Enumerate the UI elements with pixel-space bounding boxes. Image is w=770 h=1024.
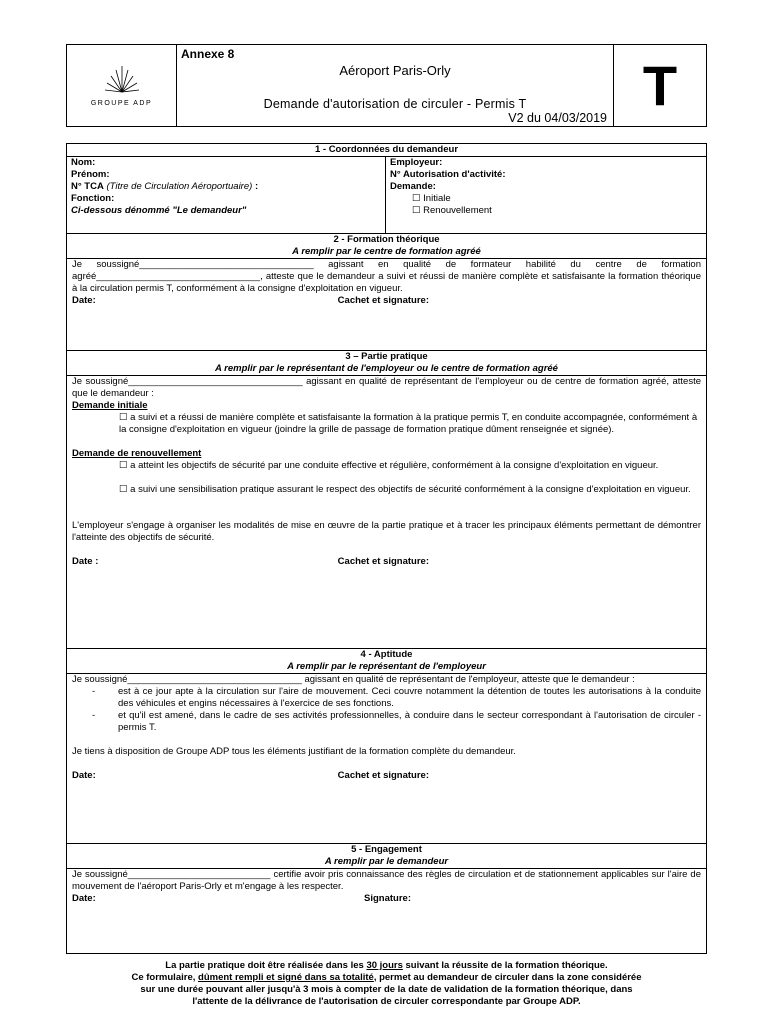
- demande-initiale-heading: Demande initiale: [72, 400, 148, 411]
- footer-text: suivant la réussite de la formation théorique.: [402, 960, 608, 971]
- section-4-header: [67, 649, 706, 674]
- initiale-checkbox[interactable]: ☐ Initiale: [412, 193, 451, 204]
- section-5-header: [67, 844, 706, 869]
- title-block: [177, 45, 614, 126]
- section-2-title: 2 - Formation théorique: [333, 234, 440, 245]
- demande-label: Demande:: [390, 181, 436, 192]
- section-engagement: [67, 844, 706, 953]
- section-5-subtitle: A remplir par le demandeur: [324, 856, 449, 867]
- date-field[interactable]: Date:: [72, 770, 96, 781]
- cachet-signature-field[interactable]: Cachet et signature:: [337, 770, 429, 781]
- bullet-dash: -: [92, 710, 96, 721]
- airport-name: Aéroport Paris-Orly: [339, 63, 451, 78]
- footer-text: La partie pratique doit être réalisée dans les: [165, 960, 367, 971]
- footer-deadline: 30 jours: [366, 960, 403, 971]
- footer-text: Ce formulaire,: [131, 972, 199, 983]
- initiale-checkbox-item[interactable]: ☐ a suivi et a réussi de manière complète et satisfaisante la formation à la pratique permis T, en conduite accompagnée, conformément à la consigne d'exploitation en vigueur (joindre la grille de passage de formation pratique dûment renseignée et signée).: [119, 412, 698, 435]
- section-partie-pratique: [67, 351, 706, 649]
- document-header: [66, 44, 707, 127]
- tca-label: N° TCA: [71, 181, 104, 192]
- list-item: [72, 686, 701, 710]
- footer-line-4: l'attente de la délivrance de l'autorisation de circuler correspondante par Groupe ADP.: [192, 996, 581, 1007]
- annexe-label: Annexe 8: [181, 47, 235, 61]
- section-coordonnees: [67, 144, 706, 234]
- section-2-subtitle: A remplir par le centre de formation agréé: [292, 246, 481, 257]
- logo: [67, 45, 177, 126]
- signature-field[interactable]: Signature:: [364, 893, 411, 904]
- section-aptitude: [67, 649, 706, 844]
- permis-t-badge: T: [642, 54, 678, 117]
- fonction-field[interactable]: Fonction:: [71, 193, 115, 204]
- date-field[interactable]: Date :: [72, 556, 99, 567]
- section-4-intro: Je soussigné_________________________________ agissant en qualité de représentant de l'employeur, atteste que le demandeur :: [72, 674, 635, 685]
- aptitude-item-2: et qu'il est amené, dans le cadre de ses activités professionnelles, à conduire dans le secteur correspondant à l'autorisation de circuler - permis T.: [118, 710, 701, 733]
- section-2-header: [67, 234, 706, 259]
- version-label: V2 du 04/03/2019: [508, 111, 607, 125]
- employer-engagement-text: L'employeur s'engage à organiser les modalités de mise en œuvre de la partie pratique et à tracer les principaux éléments permettant de démontrer l'atteinte des objectifs de sécurité.: [72, 520, 701, 543]
- employeur-field[interactable]: Employeur:: [390, 157, 443, 168]
- section-formation-theorique: [67, 234, 706, 351]
- section-3-subtitle: A remplir par le représentant de l'employeur ou le centre de formation agréé: [215, 363, 558, 374]
- section-4-subtitle: A remplir par le représentant de l'employeur: [287, 661, 486, 672]
- footer-note: [66, 960, 707, 1008]
- footer-line-1: [66, 960, 707, 972]
- renouvellement-checkbox-item-2[interactable]: ☐ a suivi une sensibilisation pratique assurant le respect des objectifs de sécurité conformément à la consigne d'exploitation en vigueur.: [119, 484, 691, 495]
- demandeur-note: Ci-dessous dénommé "Le demandeur": [71, 205, 247, 216]
- cachet-signature-field[interactable]: Cachet et signature:: [337, 295, 429, 306]
- request-form: [66, 143, 707, 954]
- aptitude-item-1: est à ce jour apte à la circulation sur l'aire de mouvement. Ceci couvre notamment la détention de toutes les autorisations à la conduite des véhicules et engins nécessaires à l'exercice de ses fonctions.: [118, 686, 701, 709]
- section-4-title: 4 - Aptitude: [360, 649, 413, 660]
- document-title: Demande d'autorisation de circuler - Permis T: [263, 97, 527, 111]
- renouvellement-checkbox[interactable]: ☐ Renouvellement: [412, 205, 492, 216]
- list-item: [72, 710, 701, 734]
- date-field[interactable]: Date:: [72, 893, 96, 904]
- section-1-title: 1 - Coordonnées du demandeur: [67, 144, 706, 157]
- nom-field[interactable]: Nom:: [71, 157, 96, 168]
- prenom-field[interactable]: Prénom:: [71, 169, 110, 180]
- date-field[interactable]: Date:: [72, 295, 96, 306]
- section-3-intro: Je soussigné_________________________________ agissant en qualité de représentant de l'employeur ou de centre de formation agréé, atteste que le demandeur :: [72, 376, 701, 399]
- footer-emphasis: dûment rempli et signé dans sa totalité: [198, 972, 374, 983]
- groupe-adp-logo-icon: [102, 64, 142, 94]
- footer-line-2: [66, 972, 707, 984]
- section-2-text: Je soussigné_________________________________ agissant en qualité de formateur habilité du centre de formation agréé_______________________________, atteste que le demandeur a suivi et réussi de manière complète et satisfaisante la formation théorique à la circulation permis T, conformément à la consigne d'exploitation en vigueur.: [72, 259, 701, 294]
- disposition-text: Je tiens à disposition de Groupe ADP tous les éléments justifiant de la formation complète du demandeur.: [72, 746, 516, 757]
- bullet-dash: -: [92, 686, 96, 697]
- renouvellement-checkbox-item-1[interactable]: ☐ a atteint les objectifs de sécurité par une conduite effective et régulière, conformément à la consigne d'exploitation en vigueur.: [119, 460, 659, 471]
- tca-colon: :: [254, 181, 259, 192]
- autorisation-field[interactable]: N° Autorisation d'activité:: [390, 169, 506, 180]
- demande-renouvellement-heading: Demande de renouvellement: [72, 448, 202, 459]
- employer-fields: [386, 157, 706, 233]
- section-5-title: 5 - Engagement: [351, 844, 422, 855]
- applicant-fields: [67, 157, 386, 233]
- logo-text: GROUPE ADP: [90, 100, 153, 107]
- section-3-title: 3 – Partie pratique: [345, 351, 428, 362]
- cachet-signature-field[interactable]: Cachet et signature:: [337, 556, 429, 567]
- tca-field[interactable]: [71, 181, 381, 193]
- footer-line-3: sur une durée pouvant aller jusqu'à 3 mois à compter de la date de validation de la formation théorique, dans: [140, 984, 633, 995]
- section-3-header: [67, 351, 706, 376]
- section-5-text: Je soussigné___________________________ certifie avoir pris connaissance des règles de circulation et de stationnement applicables sur l'aire de mouvement de l'aéroport Paris-Orly et m'engage à les respecter.: [72, 869, 701, 892]
- tca-description: (Titre de Circulation Aéroportuaire): [103, 181, 255, 192]
- footer-text: , permet au demandeur de circuler dans la zone considérée: [373, 972, 642, 983]
